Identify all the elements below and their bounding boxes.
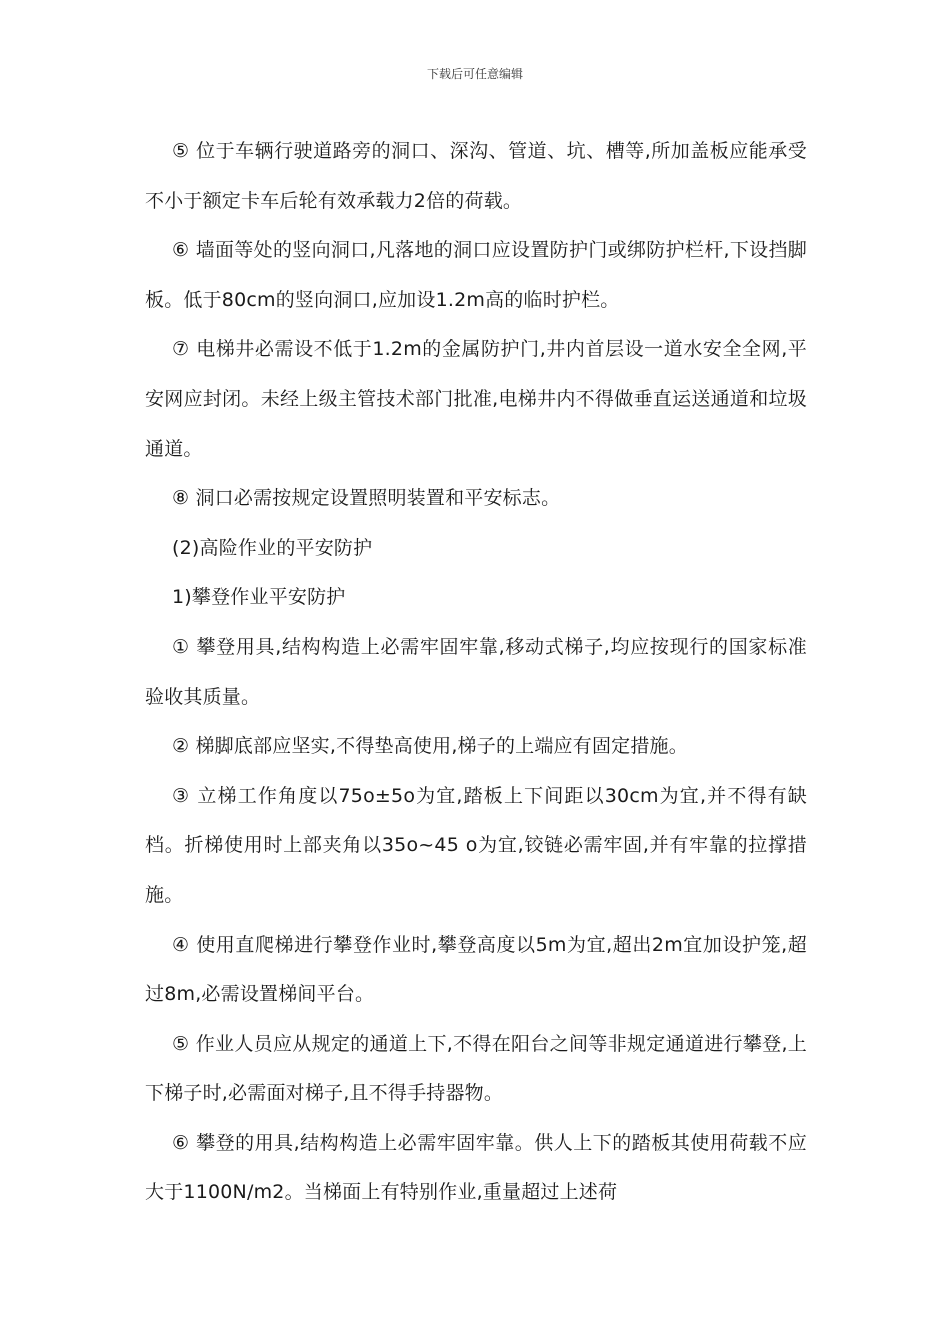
paragraph-ladder-angle: ③ 立梯工作角度以75o±5o为宜,踏板上下间距以30cm为宜,并不得有缺档。折梯使用时上部夹角以35o~45 o为宜,铰链必需牢固,并有牢靠的拉撑措施。 xyxy=(145,784,807,906)
paragraph-opening-lighting: ⑧ 洞口必需按规定设置照明装置和平安标志。 xyxy=(172,487,561,510)
paragraph-hole-cover-roadside: ⑤ 位于车辆行驶道路旁的洞口、深沟、管道、坑、槽等,所加盖板应能承受不小于额定卡车后轮有效承载力2倍的荷载。 xyxy=(145,140,807,212)
paragraph-climbing-load: ⑥ 攀登的用具,结构构造上必需牢固牢靠。供人上下的踏板其使用荷载不应大于1100N/m2。当梯面上有特别作业,重量超过上述荷 xyxy=(145,1131,807,1204)
subsection-heading-climbing: 1)攀登作业平安防护 xyxy=(172,586,346,609)
page-header: 下载后可任意编辑 xyxy=(426,67,523,81)
paragraph-climbing-tools: ① 攀登用具,结构构造上必需牢固牢靠,移动式梯子,均应按现行的国家标准验收其质量。 xyxy=(145,635,807,708)
paragraph-passage-rules: ⑤ 作业人员应从规定的通道上下,不得在阳台之间等非规定通道进行攀登,上下梯子时,必需面对梯子,且不得手持器物。 xyxy=(145,1032,807,1105)
paragraph-elevator-shaft: ⑦ 电梯井必需设不低于1.2m的金属防护门,井内首层设一道水安全全网,平安网应封闭。未经上级主管技术部门批准,电梯井内不得做垂直运送通道和垃圾通道。 xyxy=(145,338,807,460)
section-heading-high-risk: (2)高险作业的平安防护 xyxy=(172,536,373,559)
paragraph-ladder-foot: ② 梯脚底部应坚实,不得垫高使用,梯子的上端应有固定措施。 xyxy=(172,735,688,758)
paragraph-straight-ladder: ④ 使用直爬梯进行攀登作业时,攀登高度以5m为宜,超出2m宜加设护笼,超过8m,必需设置梯间平台。 xyxy=(145,933,807,1006)
paragraph-vertical-opening: ⑥ 墙面等处的竖向洞口,凡落地的洞口应设置防护门或绑防护栏杆,下设挡脚板。低于80cm的竖向洞口,应加设1.2m高的临时护栏。 xyxy=(145,239,807,311)
document-body xyxy=(145,127,807,1218)
